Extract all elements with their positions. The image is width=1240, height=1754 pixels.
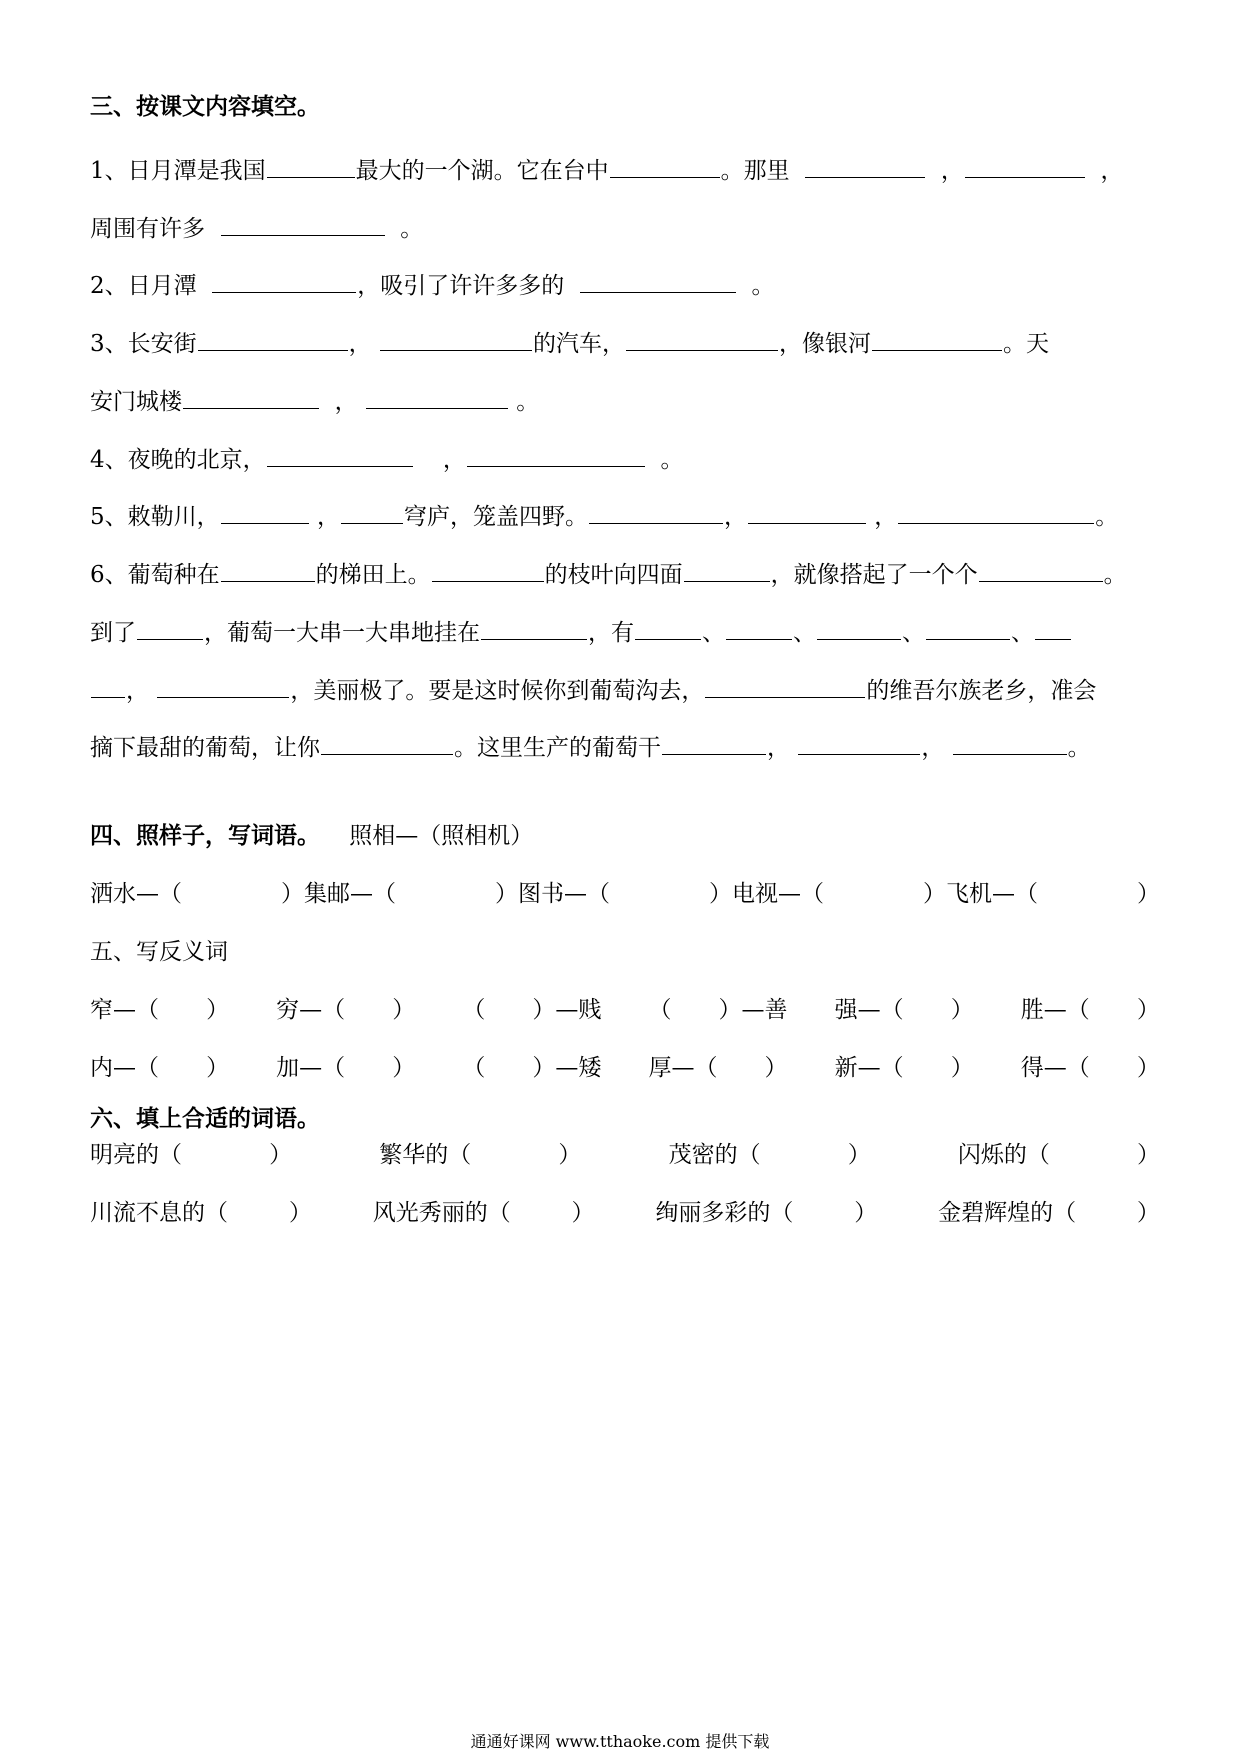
fill-row-2 [90, 1196, 1160, 1230]
word-item: ）电视—（ [709, 881, 824, 907]
fill-blank[interactable] [580, 269, 736, 293]
fill-blank[interactable] [341, 500, 403, 524]
antonym-text: 胜—（ [1020, 997, 1090, 1023]
text: ， [921, 735, 945, 761]
fill-text: 明亮的（ [90, 1142, 182, 1168]
antonym-text: ） [950, 997, 974, 1023]
text: ， [442, 447, 466, 473]
section-4-items [90, 877, 1160, 911]
text: ，有 [588, 620, 634, 646]
text: 摘下最甜的葡萄，让你 [90, 735, 320, 761]
text: 2、日月潭 [90, 273, 197, 299]
text: ，像银河 [778, 331, 871, 357]
fill-blank[interactable] [221, 558, 315, 582]
section-4-example: 照相—（照相机） [349, 823, 534, 849]
q6-line2 [90, 616, 1160, 650]
text: 。 [400, 216, 424, 242]
fill-blank[interactable] [183, 385, 319, 409]
fill-text: 风光秀丽的（ [372, 1200, 511, 1226]
q1-line2 [90, 212, 1160, 246]
word-item: ）集邮—（ [281, 881, 396, 907]
antonym-text: （ [462, 997, 486, 1023]
q6-line4 [90, 731, 1160, 765]
antonym-text: ） [206, 1055, 230, 1081]
antonym-text: 内—（ [90, 1055, 159, 1081]
text: 。 [660, 447, 684, 473]
fill-blank[interactable] [626, 327, 778, 351]
fill-text: ） [847, 1142, 871, 1168]
fill-blank[interactable] [321, 731, 453, 755]
text: 。那里 [720, 158, 790, 184]
text: 。 [1095, 504, 1119, 530]
fill-blank[interactable] [805, 154, 925, 178]
fill-text: ） [1136, 1200, 1160, 1226]
fill-blank[interactable] [380, 327, 532, 351]
fill-text: ） [571, 1200, 595, 1226]
text: ， [940, 158, 964, 184]
text: 3、长安街 [90, 331, 197, 357]
text: 的维吾尔族老乡，准会 [866, 678, 1097, 704]
fill-blank[interactable] [137, 616, 203, 640]
antonym-text: ）—贱 [532, 997, 602, 1023]
text: 6、葡萄种在 [90, 562, 220, 588]
text: ， [1100, 158, 1124, 184]
fill-row-1 [90, 1138, 1160, 1172]
text: ， [348, 331, 372, 357]
antonym-text: ） [392, 1055, 416, 1081]
text: 穹庐，笼盖四野。 [403, 504, 588, 530]
text: 周围有许多 [90, 216, 205, 242]
text: 。 [751, 273, 775, 299]
text: 安门城楼 [90, 389, 182, 415]
fill-blank[interactable] [481, 616, 587, 640]
antonym-text: 窄—（ [90, 997, 159, 1023]
text: 。 [516, 389, 540, 415]
text: 4、夜晚的北京， [90, 447, 266, 473]
antonym-text: 新—（ [834, 1055, 904, 1081]
text: ， [767, 735, 790, 761]
antonym-text: ） [392, 997, 416, 1023]
text: 5、敕勒川， [90, 504, 220, 530]
antonym-text: ）—矮 [532, 1055, 602, 1081]
antonym-text: ） [1136, 1055, 1160, 1081]
fill-blank[interactable] [610, 154, 720, 178]
fill-blank[interactable] [872, 327, 1002, 351]
fill-blank[interactable] [635, 616, 701, 640]
fill-blank[interactable] [212, 269, 356, 293]
fill-blank[interactable] [684, 558, 770, 582]
antonym-text: ） [1136, 997, 1160, 1023]
antonym-text: （ [462, 1055, 486, 1081]
fill-blank[interactable] [589, 500, 723, 524]
section-6-title: 六、填上合适的词语。 [90, 1105, 320, 1132]
fill-blank[interactable] [221, 500, 309, 524]
fill-blank[interactable] [965, 154, 1085, 178]
text: 。 [1103, 562, 1127, 588]
antonym-row-2 [90, 1051, 1160, 1085]
word-item: ）图书—（ [495, 881, 610, 907]
antonym-text: 加—（ [276, 1055, 346, 1081]
fill-blank[interactable] [817, 616, 901, 640]
text: ， [874, 504, 898, 530]
text: ， [126, 678, 149, 704]
text: 。 [1067, 735, 1091, 761]
fill-blank[interactable] [953, 731, 1067, 755]
antonym-text: 厚—（ [648, 1055, 718, 1081]
text: 、 [702, 620, 725, 646]
text: 的枝叶向四面 [544, 562, 683, 588]
q6-line3 [90, 674, 1160, 708]
text: 。天 [1002, 331, 1049, 357]
antonym-row-1 [90, 993, 1160, 1027]
antonym-text: 强—（ [834, 997, 904, 1023]
antonym-text: ） [950, 1055, 974, 1081]
text: 最大的一个湖。它在台中 [355, 158, 609, 184]
fill-blank[interactable] [267, 154, 355, 178]
text: 、 [793, 620, 816, 646]
q3-line2 [90, 385, 1160, 419]
text: ，美丽极了。要是这时候你到葡萄沟去， [290, 678, 705, 704]
text: ，就像搭起了一个个 [770, 562, 978, 588]
q2-line [90, 269, 1160, 303]
fill-text: 茂密的（ [668, 1142, 761, 1168]
text: ， [334, 389, 358, 415]
q3-line1 [90, 327, 1160, 361]
page-footer: 通通好课网 www.tthaoke.com 提供下载 [470, 1732, 770, 1751]
fill-blank[interactable] [157, 674, 289, 698]
fill-blank[interactable] [726, 616, 792, 640]
antonym-text: ） [206, 997, 230, 1023]
fill-blank[interactable] [432, 558, 544, 582]
text: 。这里生产的葡萄干 [454, 735, 661, 761]
word-item: 洒水—（ [90, 881, 182, 907]
antonym-text: ） [764, 1055, 788, 1081]
fill-blank[interactable] [198, 327, 348, 351]
fill-blank[interactable] [366, 385, 508, 409]
fill-text: ） [854, 1200, 878, 1226]
text: 、 [902, 620, 925, 646]
q5-line [90, 500, 1160, 534]
fill-text: 金碧辉煌的（ [938, 1200, 1077, 1226]
q1-line1 [90, 154, 1160, 188]
fill-text: ） [269, 1142, 293, 1168]
section-5-title: 五、写反义词 [90, 939, 228, 965]
text: ， [723, 504, 747, 530]
text: 、 [1011, 620, 1034, 646]
fill-text: ） [288, 1200, 312, 1226]
antonym-text: （ [648, 997, 672, 1023]
q4-line [90, 443, 1160, 477]
word-item: ）飞机—（ [923, 881, 1038, 907]
antonym-text: ）—善 [718, 997, 788, 1023]
fill-blank[interactable] [267, 443, 413, 467]
text: ，葡萄一大串一大串地挂在 [204, 620, 480, 646]
fill-blank[interactable] [91, 674, 125, 698]
fill-blank[interactable] [748, 500, 866, 524]
fill-blank[interactable] [979, 558, 1103, 582]
text: 1、日月潭是我国 [90, 158, 266, 184]
fill-blank[interactable] [926, 616, 1010, 640]
antonym-text: 得—（ [1020, 1055, 1090, 1081]
text: 的汽车， [532, 331, 625, 357]
antonym-text: 穷—（ [276, 997, 346, 1023]
fill-text: ） [1136, 1142, 1160, 1168]
text: ， [316, 504, 340, 530]
section-4-title: 四、照样子，写词语。 [90, 822, 320, 849]
fill-blank[interactable] [662, 731, 766, 755]
fill-blank[interactable] [705, 674, 865, 698]
fill-blank[interactable] [1035, 616, 1071, 640]
fill-blank[interactable] [221, 212, 385, 236]
q6-line1 [90, 558, 1160, 592]
text: ，吸引了许许多多的 [357, 273, 565, 299]
fill-text: ） [558, 1142, 582, 1168]
fill-text: 绚丽多彩的（ [655, 1200, 794, 1226]
section-4-header [90, 819, 1160, 853]
fill-blank[interactable] [898, 500, 1094, 524]
word-item: ） [1137, 881, 1160, 907]
fill-text: 闪烁的（ [957, 1142, 1050, 1168]
fill-text: 繁华的（ [379, 1142, 472, 1168]
section-3-title: 三、按课文内容填空。 [90, 93, 320, 120]
fill-text: 川流不息的（ [90, 1200, 228, 1226]
fill-blank[interactable] [798, 731, 920, 755]
fill-blank[interactable] [467, 443, 645, 467]
text: 到了 [90, 620, 136, 646]
text: 的梯田上。 [315, 562, 431, 588]
